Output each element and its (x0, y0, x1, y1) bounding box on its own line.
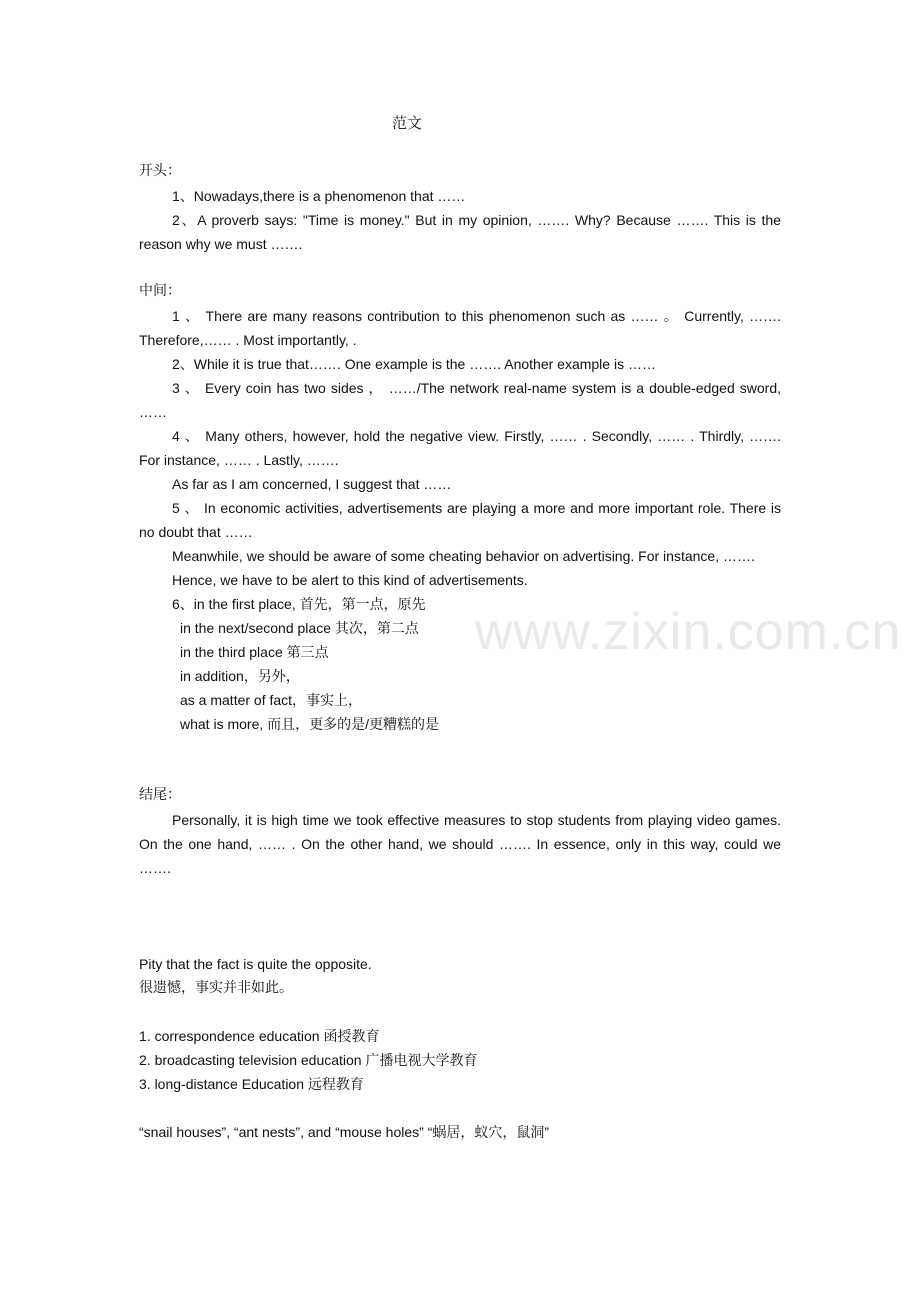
education-item: 1. correspondence education 函授教育 (139, 1028, 380, 1044)
pity-english: Pity that the fact is quite the opposite. (139, 956, 372, 972)
phrase-line: in the next/second place 其次，第二点 (180, 620, 419, 636)
pity-chinese: 很遗憾，事实并非如此。 (139, 980, 293, 996)
housing-terms: “snail houses”, “ant nests”, and “mouse holes” “蜗居，蚁穴，鼠洞” (139, 1124, 550, 1140)
document-body (139, 0, 781, 1144)
education-item: 2. broadcasting television education 广播电视大学教育 (139, 1052, 478, 1068)
spacer (139, 1096, 781, 1120)
middle-heading: 中间： (139, 284, 181, 299)
middle-item-6: 6、in the first place, 首先，第一点，原先 (172, 596, 426, 612)
spacer (139, 760, 781, 784)
top-spacer (139, 0, 781, 160)
spacer (139, 904, 781, 928)
ending-paragraph: Personally, it is high time we took effective measures to stop students from playing video games. On the one hand, …… . On the other hand, we should ……. In essence, only in this way, could we ……. (139, 812, 781, 876)
phrase-line: what is more, 而且，更多的是/更糟糕的是 (180, 716, 440, 732)
middle-item-3: 3 、 Every coin has two sides ， ……/The network real-name system is a double-edged sword, …… (139, 380, 781, 420)
phrase-line: as a matter of fact，事实上， (180, 692, 363, 708)
middle-item-5-meanwhile: Meanwhile, we should be aware of some cheating behavior on advertising. For instance, ……. (172, 548, 755, 564)
opening-item-2: 2、A proverb says: "Time is money." But in my opinion, ……. Why? Because ……. This is the reason why we must ……. (139, 212, 781, 252)
middle-item-5: 5 、 In economic activities, advertisements are playing a more and more important role. There is no doubt that …… (139, 500, 781, 540)
opening-heading: 开头： (139, 164, 181, 179)
middle-item-4-followup: As far as I am concerned, I suggest that …… (172, 476, 452, 492)
spacer (139, 880, 781, 904)
opening-item-1: 1、Nowadays,there is a phenomenon that …… (172, 188, 466, 204)
page-title: 范文 (392, 116, 423, 132)
phrase-line: in addition，另外， (180, 668, 300, 684)
phrase-line: in the third place 第三点 (180, 644, 329, 660)
spacer (139, 256, 781, 280)
middle-item-5-hence: Hence, we have to be alert to this kind of advertisements. (172, 572, 528, 588)
middle-item-2: 2、While it is true that……. One example is the ……. Another example is …… (172, 356, 656, 372)
spacer (139, 928, 781, 952)
middle-item-4: 4 、 Many others, however, hold the negative view. Firstly, …… . Secondly, …… . Thirdly, ……. For instance, …… . Lastly, ……. (139, 428, 781, 468)
education-item: 3. long-distance Education 远程教育 (139, 1076, 364, 1092)
spacer (139, 1000, 781, 1024)
middle-item-1: 1 、 There are many reasons contribution to this phenomenon such as …… 。 Currently, ……. Therefore,…… . Most importantly, . (139, 308, 781, 348)
ending-heading: 结尾： (139, 788, 181, 803)
spacer (139, 736, 781, 760)
watermark-text: www.zixin.com.cn (475, 603, 902, 661)
